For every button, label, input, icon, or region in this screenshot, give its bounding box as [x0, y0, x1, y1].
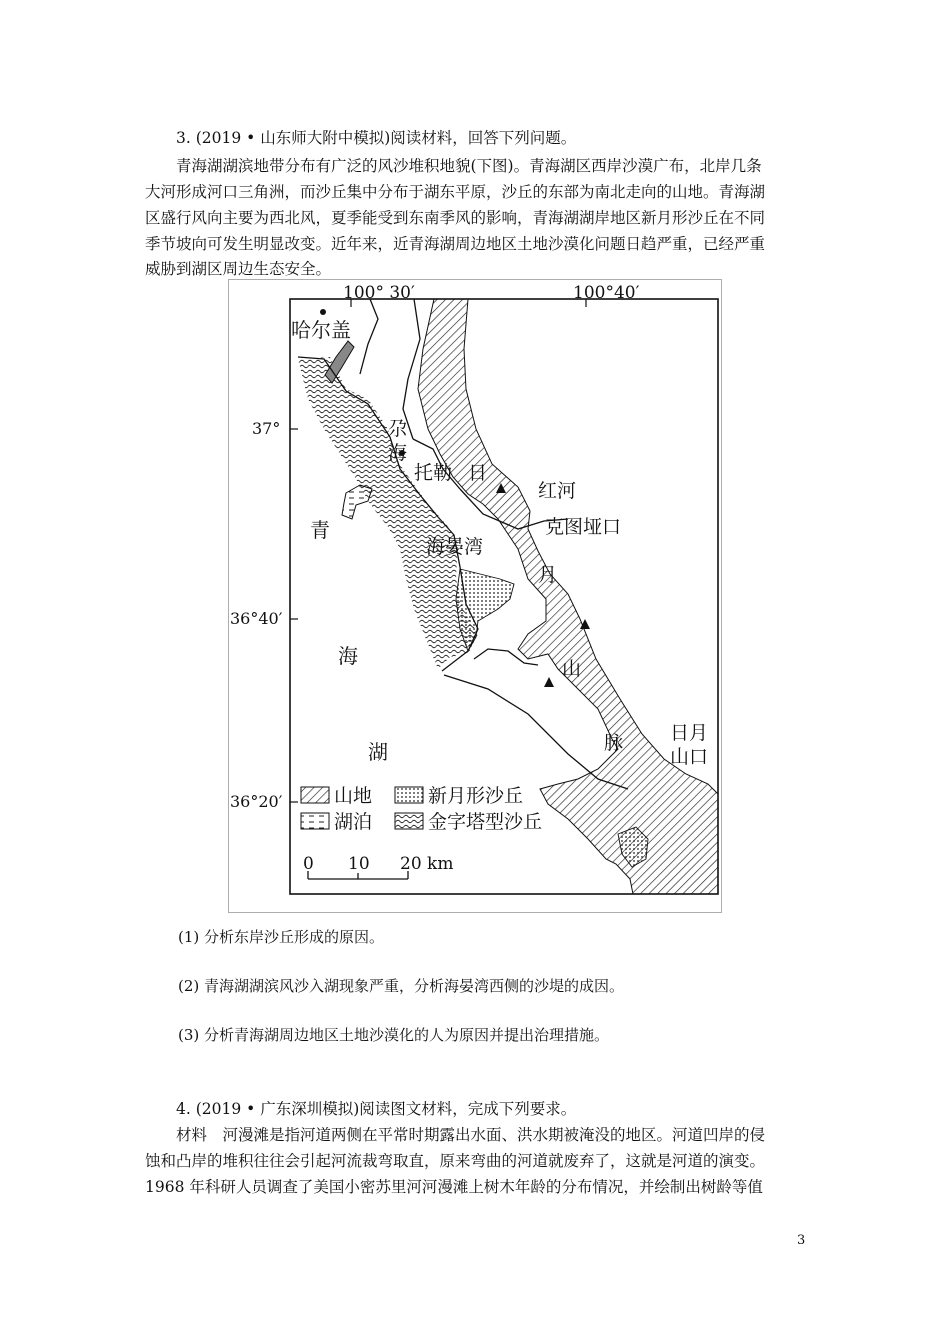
- q4-paragraph-line: 材料 河漫滩是指河道两侧在平常时期露出水面、洪水期被淹没的地区。河道凹岸的侵: [176, 1126, 766, 1144]
- place-label: 红河: [538, 480, 577, 502]
- q3-paragraph-line: 季节坡向可发生明显改变。近年来，近青海湖周边地区土地沙漠化问题日趋严重，已经严重: [145, 235, 766, 253]
- q3-paragraph-line: 区盛行风向主要为西北风，夏季能受到东南季风的影响，青海湖湖岸地区新月形沙丘在不同: [145, 209, 766, 227]
- place-label: 脉: [604, 732, 624, 754]
- legend-label: 金字塔型沙丘: [428, 811, 543, 833]
- scale-tick: 10: [348, 854, 370, 874]
- crescent-dune-area: [456, 569, 514, 651]
- lat-label: 36°20′: [230, 792, 283, 811]
- lat-label: 36°40′: [230, 609, 283, 628]
- map-legend: [301, 785, 542, 833]
- river: [360, 299, 378, 374]
- scale-bar: [303, 854, 453, 879]
- place-label: 日: [468, 462, 488, 484]
- qinghai-lake-map: [228, 279, 722, 913]
- place-label: 海: [338, 644, 358, 668]
- legend-label: 山地: [334, 785, 373, 807]
- q3-paragraph-line: 青海湖湖滨地带分布有广泛的风沙堆积地貌(下图)。青海湖区西岸沙漠广布，北岸几条: [176, 157, 762, 175]
- q3-subquestion: (2) 青海湖湖滨风沙入湖现象严重，分析海晏湾西侧的沙堤的成因。: [178, 977, 625, 995]
- place-label: 克图垭口: [545, 516, 622, 538]
- q3-subquestion: (1) 分析东岸沙丘形成的原因。: [178, 928, 385, 946]
- lon-label: 100° 30′: [343, 283, 415, 303]
- place-label: 海: [388, 442, 408, 464]
- small-lake: [342, 485, 372, 519]
- place-label: 海晏湾: [426, 536, 484, 558]
- place-label: 湖: [368, 740, 388, 764]
- lon-label: 100°40′: [573, 283, 640, 303]
- place-label: 日月: [670, 722, 709, 744]
- place-label: 山口: [670, 746, 709, 768]
- place-label: 托勒: [414, 462, 453, 484]
- place-label: 青: [310, 518, 330, 542]
- place-label: 尕: [388, 418, 408, 440]
- peak-marker: [544, 677, 554, 687]
- q3-paragraph-line: 威胁到湖区周边生态安全。: [145, 260, 332, 278]
- q3-subquestion: (3) 分析青海湖周边地区土地沙漠化的人为原因并提出治理措施。: [178, 1026, 610, 1044]
- q4-paragraph-line: 1968 年科研人员调查了美国小密苏里河河漫滩上树木年龄的分布情况，并绘制出树龄等值: [145, 1178, 763, 1196]
- lat-label: 37°: [252, 419, 281, 438]
- scale-tick: 20 km: [400, 854, 454, 874]
- scale-tick: 0: [303, 854, 314, 874]
- town-marker: [320, 309, 326, 315]
- place-label: 哈尔盖: [291, 318, 351, 342]
- question-4-title: 4. (2019 • 广东深圳模拟)阅读图文材料，完成下列要求。: [176, 1100, 577, 1118]
- page-number: 3: [797, 1233, 806, 1248]
- q3-paragraph-line: 大河形成河口三角洲，而沙丘集中分布于湖东平原，沙丘的东部为南北走向的山地。青海湖: [145, 183, 766, 201]
- legend-label: 新月形沙丘: [428, 785, 524, 807]
- legend-label: 湖泊: [334, 811, 373, 833]
- question-3-title: 3. (2019 • 山东师大附中模拟)阅读材料，回答下列问题。: [176, 129, 577, 147]
- place-label: 月: [538, 564, 558, 586]
- place-label: 山: [562, 658, 582, 680]
- q4-paragraph-line: 蚀和凸岸的堆积往往会引起河流裁弯取直，原来弯曲的河道就废弃了，这就是河道的演变。: [145, 1152, 766, 1170]
